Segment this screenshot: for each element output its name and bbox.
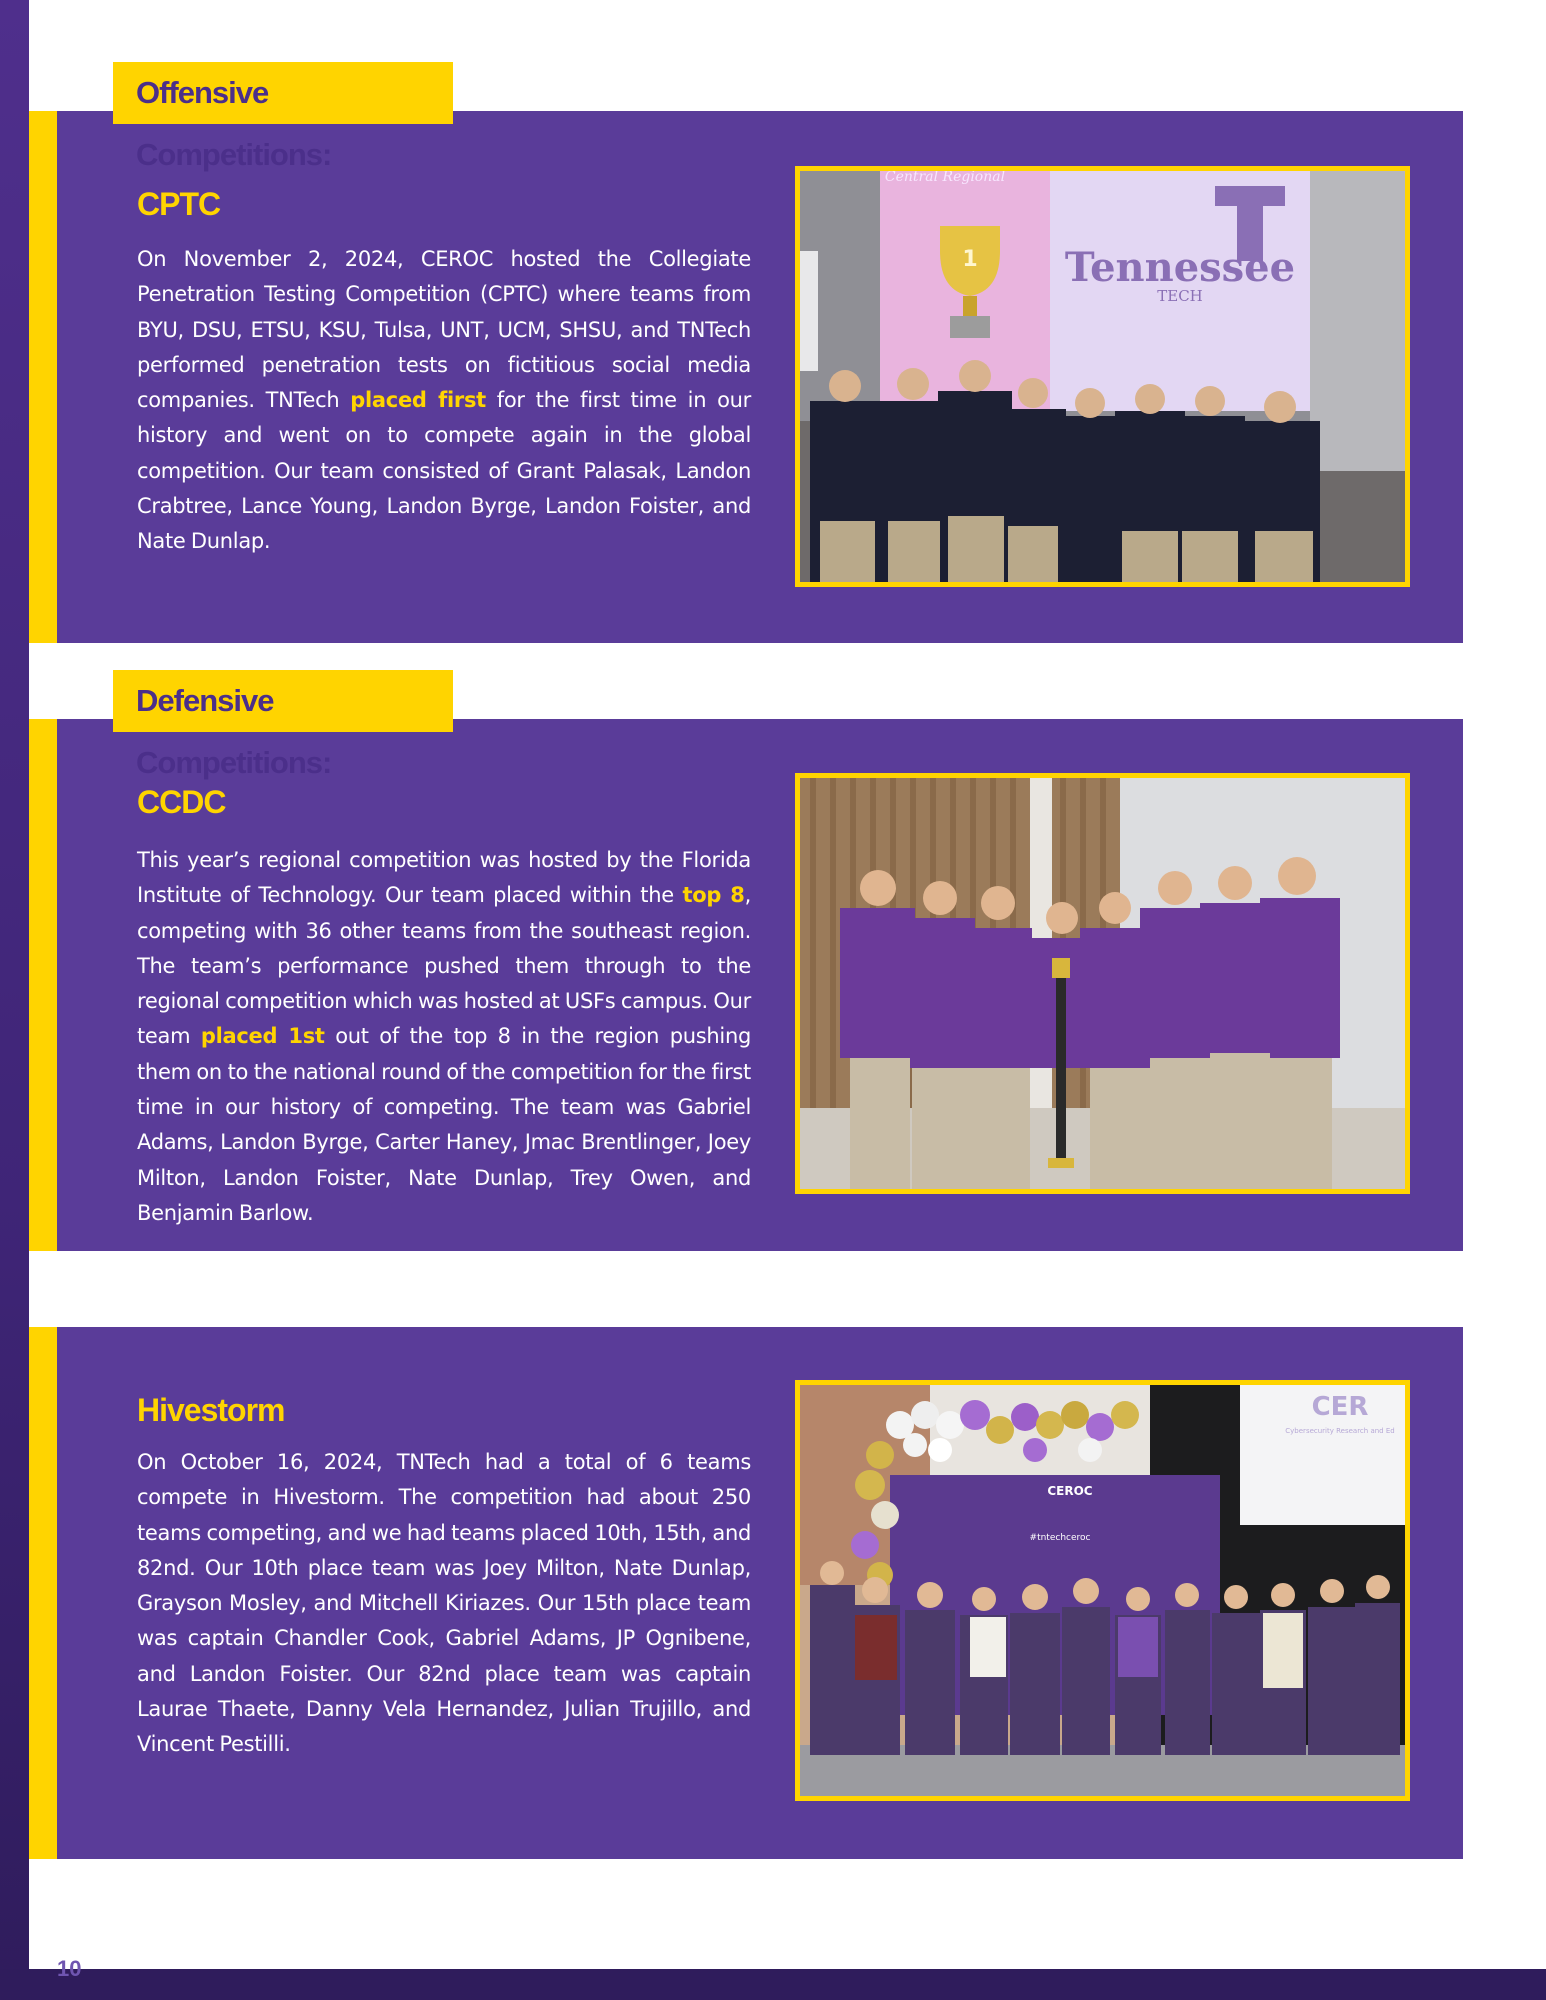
hivestorm-corner-sub: Cybersecurity Research and Ed — [1285, 1427, 1395, 1435]
ccdc-team-photo — [795, 773, 1410, 1194]
page-number: 10 — [57, 1956, 82, 1981]
cptc-text-a: On November 2, 2024, CEROC hosted the Collegiate Penetration Testing Competition (CPTC) where teams from BYU, DSU, ETSU, KSU, Tulsa, UNT, UCM, SHSU, and TNTech performed penetration tests on fictitious social media companies. TNTech — [137, 247, 751, 413]
ccdc-text-b: , competing with 36 other teams from the southeast region. The team’s performance pushed them through to the regional competition which was hosted at USFs campus. Our team — [137, 883, 752, 1049]
hivestorm-hashtag: #tntechceroc — [1029, 1533, 1091, 1543]
cptc-screen-banner: Central Regional — [884, 171, 1006, 185]
ccdc-highlight-top-8: top 8 — [682, 883, 745, 908]
ccdc-title: CCDC — [137, 784, 226, 820]
ccdc-paragraph — [137, 843, 751, 1231]
hivestorm-paragraph: On October 16, 2024, TNTech had a total of 6 teams compete in Hivestorm. The competition had about 250 teams competing, and we had teams placed 10th, 15th, and 82nd. Our 10th place team was Joey Milton, Nate Dunlap, Grayson Mosley, and Mitchell Kiriazes. Our 15th place team was captain Chandler Cook, Gabriel Adams, JP Ognibene, and Landon Foister. Our 82nd place team was captain Laurae Thaete, Danny Vela Hernandez, Julian Trujillo, and Vincent Pestilli. — [137, 1450, 751, 1757]
ccdc-text-a: This year’s regional competition was hosted by the Florida Institute of Technology. Our team placed within the — [137, 848, 751, 908]
cptc-trophy-number: 1 — [962, 247, 978, 272]
offensive-heading: Offensive Competitions: — [113, 62, 453, 124]
ccdc-text-c: out of the top 8 in the region pushing them on to the national round of the competition for the first time in our history of competing. The team was Gabriel Adams, Landon Byrge, Carter Haney, Jmac Brentlinger, Joey Milton, Landon Foister, Nate Dunlap, Trey Owen, and Benjamin Barlow. — [137, 1024, 751, 1225]
cptc-title: CPTC — [137, 186, 221, 222]
left-border-decoration — [0, 0, 29, 2000]
cptc-tech-text: TECH — [1157, 287, 1203, 305]
cptc-paragraph — [137, 242, 751, 560]
hivestorm-backdrop-logo: CEROC — [1047, 1484, 1093, 1498]
hivestorm-corner-logo: CER — [1311, 1392, 1369, 1422]
cptc-text-b: for the first time in our history and went on to compete again in the global competition. Our team consisted of Grant Palasak, Landon Crabtree, Lance Young, Landon Byrge, Landon Foister, and Nate Dunlap. — [137, 388, 751, 554]
cptc-tennessee-text: Tennessee — [1064, 244, 1296, 291]
bottom-border-decoration — [0, 1969, 1546, 2000]
cptc-highlight-placed-first: placed first — [350, 388, 486, 413]
defensive-heading: Defensive Competitions: — [113, 670, 453, 732]
hivestorm-team-photo — [795, 1380, 1410, 1801]
cptc-team-photo — [795, 166, 1410, 587]
hivestorm-title: Hivestorm — [137, 1392, 285, 1428]
ccdc-highlight-placed-1st: placed 1st — [200, 1024, 325, 1049]
